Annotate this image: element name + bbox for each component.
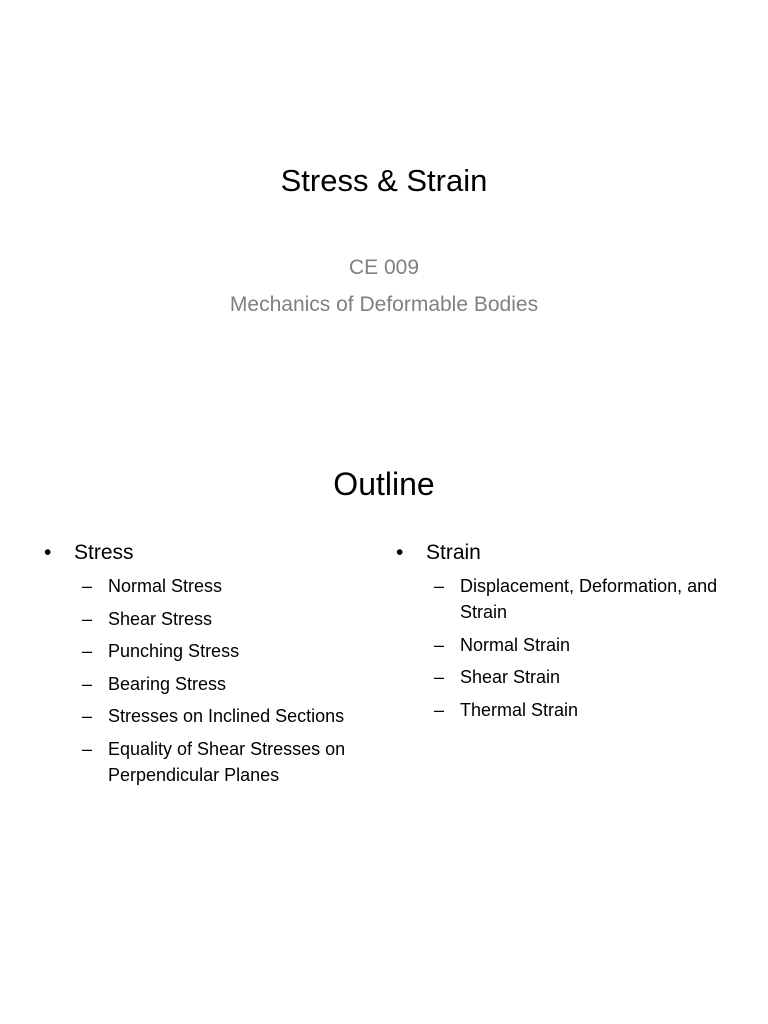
dash-icon: – (82, 673, 93, 694)
outline-slide (0, 432, 768, 1024)
course-name: Mechanics of Deformable Bodies (229, 293, 539, 316)
strain-topic-list (396, 573, 736, 723)
strain-column (396, 537, 736, 729)
list-item: – Bearing Stress (44, 671, 374, 697)
bullet-label: Strain (426, 541, 481, 564)
bullet-icon: • (44, 541, 52, 564)
bullet-label: Stress (74, 541, 134, 564)
dash-icon: – (434, 667, 445, 687)
list-item: – Normal Stress (44, 573, 374, 599)
course-code: CE 009 (348, 256, 420, 279)
dash-icon: – (434, 699, 445, 720)
dash-icon: – (82, 608, 93, 629)
list-item: – Stresses on Inclined Sections (44, 703, 374, 729)
dash-icon: – (82, 576, 93, 596)
slide-title: Stress & Strain (280, 163, 488, 198)
bullet-stress (44, 537, 374, 569)
list-item: – Normal Strain (396, 632, 736, 658)
dash-icon: – (434, 634, 445, 655)
list-item: – Shear Stress (44, 606, 374, 632)
dash-icon: – (434, 576, 445, 596)
list-item: – Shear Strain (396, 664, 736, 690)
list-item: – Punching Stress (44, 638, 374, 664)
dash-icon: – (82, 641, 93, 661)
stress-column (44, 537, 374, 794)
outline-title: Outline (333, 466, 435, 502)
title-slide (0, 0, 768, 432)
list-item: – Thermal Strain (396, 697, 736, 723)
dash-icon: – (82, 738, 93, 759)
list-item: – Displacement, Deformation, and Strain (396, 573, 736, 625)
list-item: – Equality of Shear Stresses on Perpendicular Planes (44, 736, 374, 788)
bullet-strain (396, 537, 736, 569)
stress-topic-list (44, 573, 374, 788)
dash-icon: – (82, 706, 93, 726)
bullet-icon: • (396, 541, 404, 564)
